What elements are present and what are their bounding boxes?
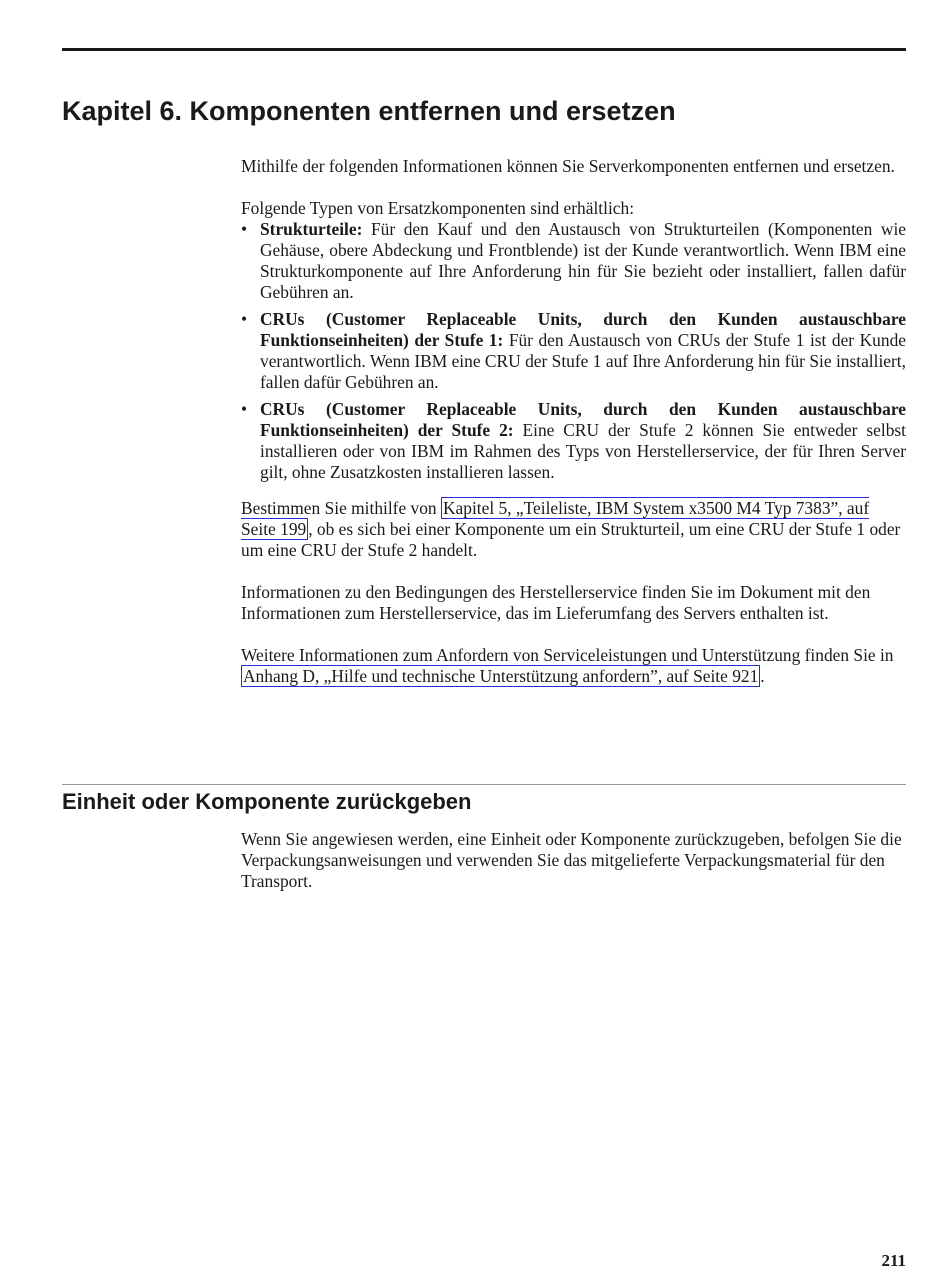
- determine-paragraph: [241, 498, 906, 561]
- intro-paragraph: Mithilfe der folgenden Informationen können Sie Serverkomponenten entfernen und ersetzen.: [241, 156, 895, 176]
- section-body: [241, 829, 906, 892]
- types-list: [241, 219, 906, 483]
- chapter-body: [241, 156, 906, 687]
- list-item-text: Für den Kauf und den Austausch von Strukturteilen (Komponenten wie Gehäuse, obere Abdeckung und Frontblende) ist der Kunde verantwortlich. Wenn IBM eine Strukturkomponente auf Ihre Anforderung hin für Sie bezieht oder installiert, fallen dafür Gebühren an.: [260, 219, 906, 302]
- determine-text: Bestimmen Sie mithilfe von: [241, 498, 441, 518]
- section-rule: [62, 784, 906, 785]
- chapter-title: Kapitel 6. Komponenten entfernen und ersetzen: [62, 96, 676, 126]
- determine-text-end: , ob es sich bei einer Komponente um ein Strukturteil, um eine CRU der Stufe 1 oder um eine CRU der Stufe 2 handelt.: [241, 519, 901, 560]
- list-item-text: Eine CRU der Stufe 2 können Sie entweder selbst installieren oder von IBM im Rahmen des Typs von Herstellerservice, der für Ihren Server gilt, ohne Zusatzkosten installieren lassen.: [260, 420, 906, 482]
- appendix-d-link[interactable]: Anhang D, „Hilfe und technische Unterstützung anfordern”, auf Seite 921: [243, 666, 759, 686]
- bullet-icon: •: [241, 309, 248, 329]
- list-item-text: Für den Austausch von CRUs der Stufe 1 ist der Kunde verantwortlich. Wenn IBM eine CRU der Stufe 1 auf Ihre Anforderung hin für Sie installiert, fallen dafür Gebühren an.: [260, 330, 906, 392]
- chapter5-link[interactable]: Kapitel 5, „Teileliste, IBM System x3500 M4 Typ 7383”, auf Seite 199: [241, 498, 870, 539]
- bullet-icon: •: [241, 219, 248, 239]
- list-item: [241, 309, 906, 393]
- types-lead: Folgende Typen von Ersatzkomponenten sind erhältlich:: [241, 198, 635, 218]
- support-text: Weitere Informationen zum Anfordern von Serviceleistungen und Unterstützung finden Sie in: [241, 645, 894, 665]
- list-item-term: Strukturteile:: [260, 219, 363, 239]
- top-rule: [62, 48, 906, 51]
- list-item: [241, 219, 906, 303]
- list-item: [241, 399, 906, 483]
- list-item-term: CRUs (Customer Replaceable Units, durch den Kunden austauschbare Funktionseinheiten) der Stufe 2:: [260, 399, 906, 440]
- page-number: 211: [881, 1251, 906, 1270]
- list-item-term: CRUs (Customer Replaceable Units, durch den Kunden austauschbare Funktionseinheiten) der Stufe 1:: [260, 309, 906, 350]
- warranty-paragraph: Informationen zu den Bedingungen des Herstellerservice finden Sie im Dokument mit den Informationen zum Herstellerservice, das im Lieferumfang des Servers enthalten ist.: [241, 582, 871, 623]
- bullet-icon: •: [241, 399, 248, 419]
- support-text-end: .: [760, 666, 765, 686]
- section-paragraph: Wenn Sie angewiesen werden, eine Einheit oder Komponente zurückzugeben, befolgen Sie die Verpackungsanweisungen und verwenden Sie das mitgelieferte Verpackungsmaterial für den Transport.: [241, 829, 902, 891]
- support-paragraph: [241, 645, 906, 687]
- section-title: Einheit oder Komponente zurückgeben: [62, 789, 472, 814]
